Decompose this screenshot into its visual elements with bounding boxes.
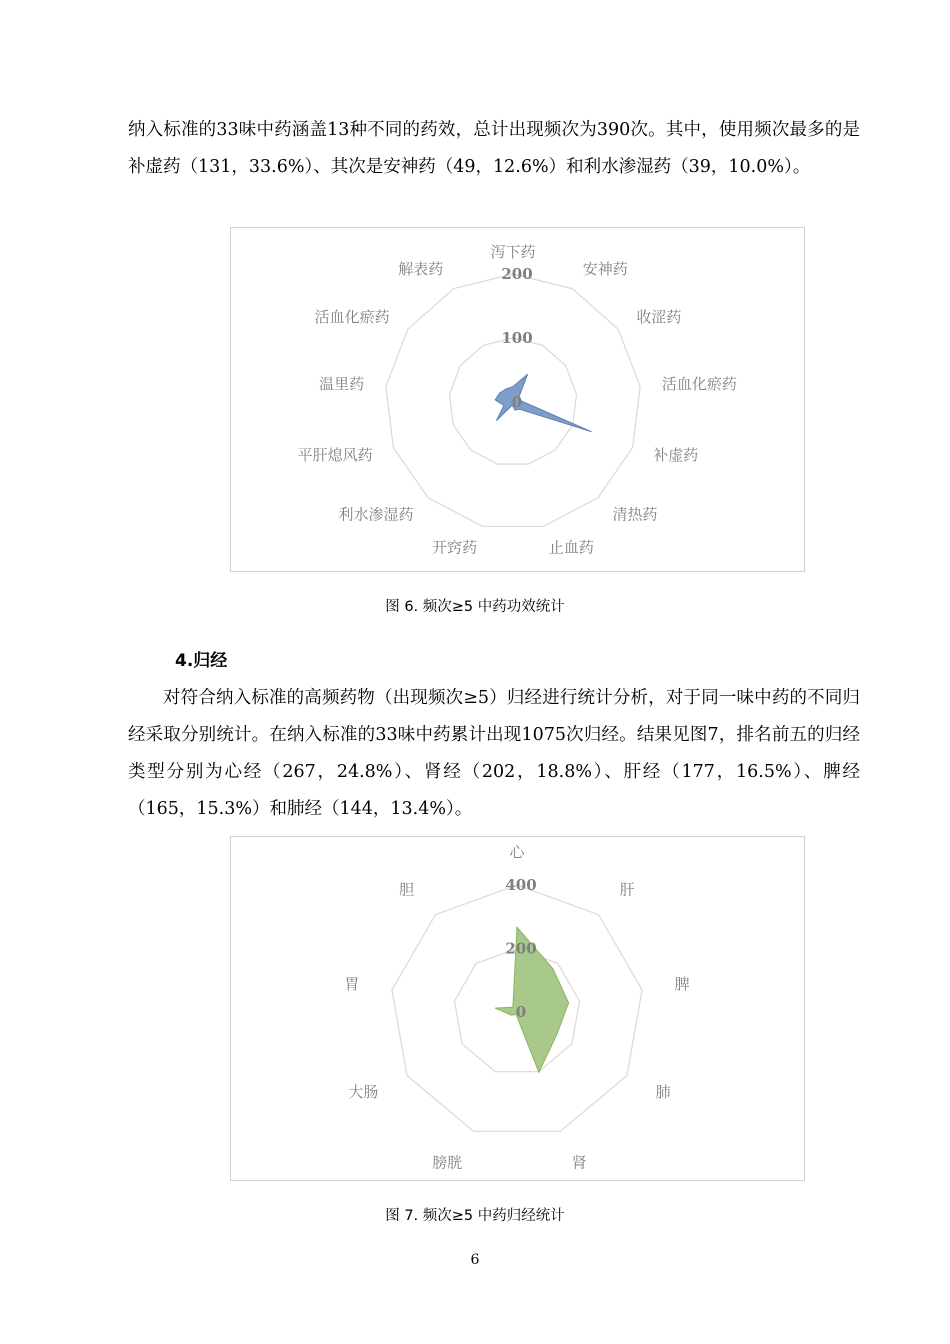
fig6-category-label: 收涩药	[636, 307, 682, 326]
figure7-chart-frame	[230, 836, 805, 1181]
fig6-category-label: 活血化瘀药	[314, 307, 390, 326]
fig6-category-label: 止血药	[548, 538, 594, 557]
fig6-category-label: 温里药	[319, 374, 365, 393]
section-heading: 4.归经	[175, 651, 228, 671]
fig7-category-label: 肝	[619, 880, 635, 899]
paragraph-meridian: 对符合纳入标准的高频药物（出现频次≥5）归经进行统计分析，对于同一味中药的不同归经采取分别统计。在纳入标准的33味中药累计出现1075次归经。结果见图7，排名前五的归经类型分别为心经（267，24.8%）、肾经（202，18.8%）、肝经（177，16.5%）、脾经（165，15.3%）和肺经（144，13.4%）。	[128, 688, 860, 819]
fig7-category-label: 肺	[655, 1083, 671, 1101]
fig6-category-label: 解表药	[398, 260, 444, 279]
figure7-caption: 图 7. 频次≥5 中药归经统计	[385, 1208, 565, 1224]
fig7-category-label: 肾	[571, 1153, 587, 1172]
fig7-category-label: 心	[509, 843, 525, 861]
fig6-category-label: 清热药	[612, 505, 658, 524]
meridian-radar-chart	[231, 837, 804, 1180]
fig6-category-label: 补虚药	[653, 446, 699, 465]
fig6-tick-label: 200	[501, 265, 533, 283]
fig7-tick-label: 200	[505, 939, 537, 958]
fig7-tick-label: 400	[505, 876, 537, 894]
fig6-category-label: 利水渗湿药	[338, 505, 414, 524]
fig7-category-label: 脾	[674, 975, 690, 994]
fig6-category-label: 泻下药	[490, 243, 536, 261]
fig7-category-label: 大肠	[348, 1083, 379, 1101]
fig6-category-label: 开窍药	[432, 538, 478, 557]
fig7-tick-label: 0	[515, 1003, 527, 1021]
fig6-category-label: 活血化瘀药	[661, 374, 737, 393]
paragraph-efficacy: 纳入标准的33味中药涵盖13种不同的药效，总计出现频次为390次。其中，使用频次最多的是补虚药（131，33.6%）、其次是安神药（49，12.6%）和利水渗湿药（39，10.0%）。	[128, 120, 860, 177]
fig6-tick-label: 0	[511, 393, 523, 411]
figure6-caption: 图 6. 频次≥5 中药功效统计	[385, 599, 565, 615]
figure6-chart-frame	[230, 227, 805, 572]
fig6-series-area	[495, 374, 591, 432]
fig7-category-label: 胃	[344, 975, 360, 994]
fig7-category-label: 膀胱	[432, 1153, 463, 1172]
fig7-category-label: 胆	[399, 880, 415, 899]
page-number: 6	[470, 1252, 480, 1268]
fig6-category-label: 安神药	[582, 260, 628, 279]
fig6-category-label: 平肝熄风药	[297, 446, 373, 465]
efficacy-radar-chart	[231, 228, 804, 571]
fig6-tick-label: 100	[501, 329, 533, 347]
